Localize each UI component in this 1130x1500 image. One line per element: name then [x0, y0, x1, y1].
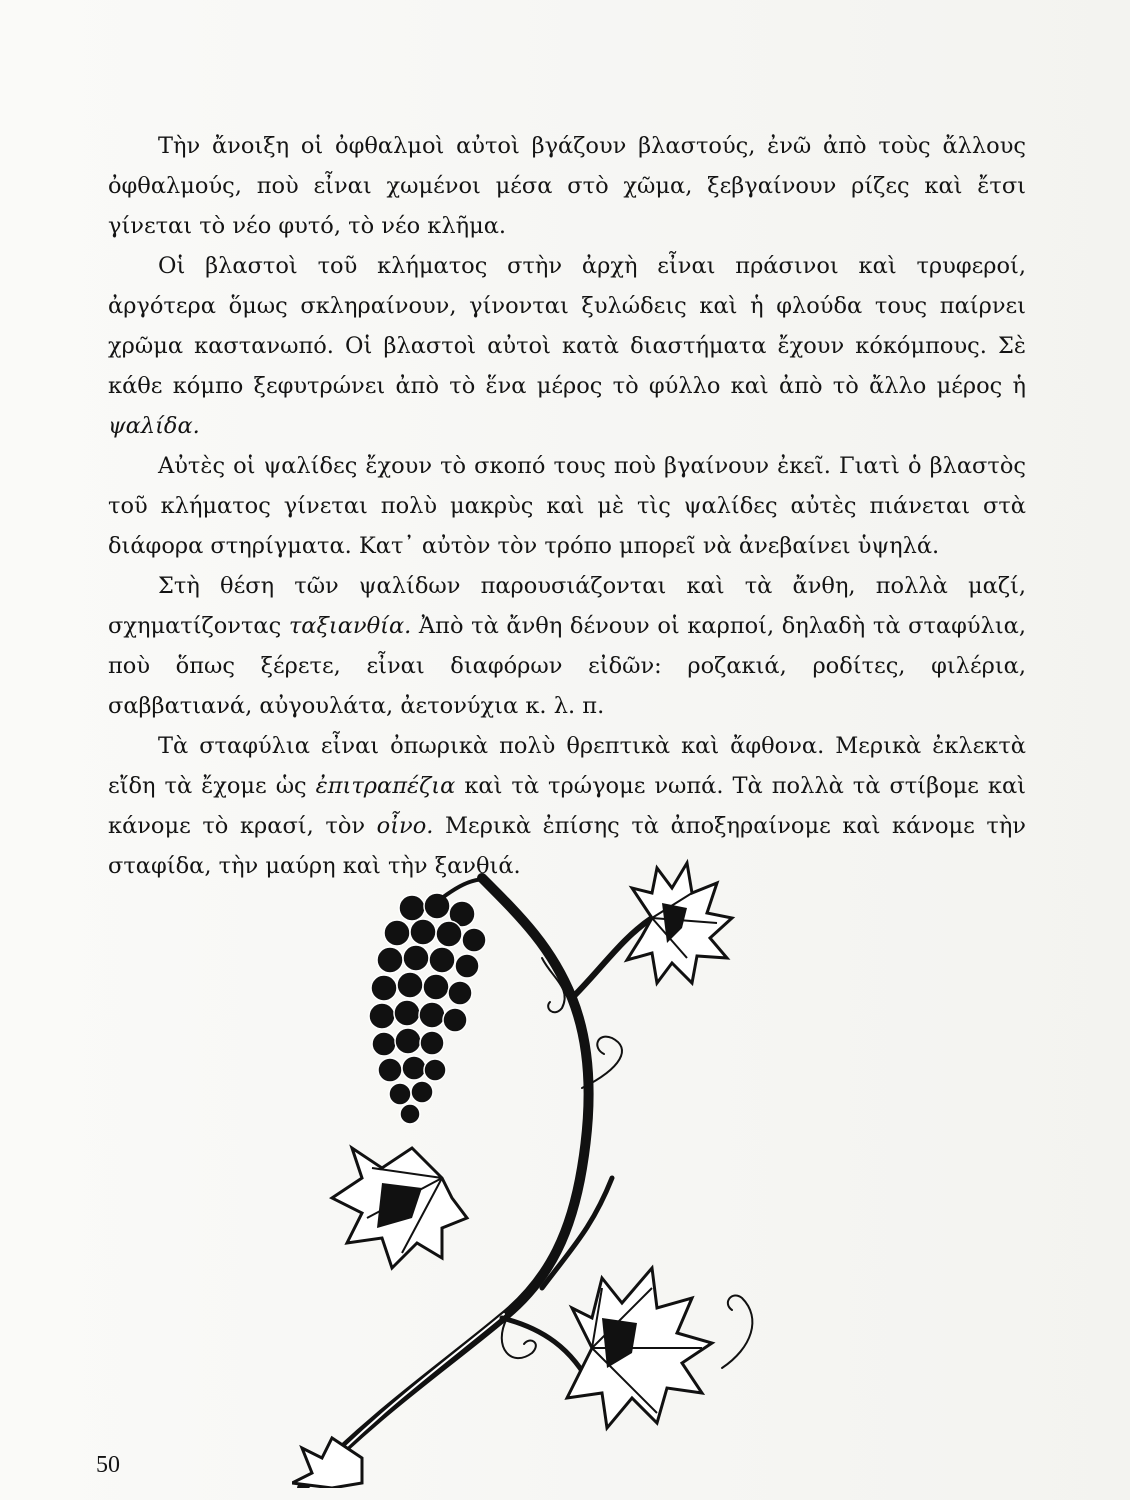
vine-branch-upper	[572, 918, 652, 998]
paragraph-1	[108, 126, 1026, 246]
paragraph-2-text: Οἱ βλαστοὶ τοῦ κλήματος στὴν ἀρχὴ εἶναι πράσινοι καὶ τρυφεροί, ἀργότερα ὅμως σκληραίνουν, γίνονται ξυλώδεις καὶ ἡ φλούδα τους παίρνει χρῶμα καστανωπό. Οἱ βλαστοὶ αὐτοὶ κατὰ διαστήματα ἔχουν κόκόμπους. Σὲ κάθε κόμπο ξεφυτρώνει ἀπὸ τὸ ἕνα μέρος τὸ φύλλο καὶ ἀπὸ τὸ ἄλλο μέρος ἡ	[108, 253, 1026, 399]
tendril-4	[722, 1295, 752, 1368]
body-text	[108, 126, 1026, 886]
leaf-left	[332, 1148, 467, 1268]
grapevine-illustration	[292, 848, 812, 1488]
paragraph-5-text-b: καὶ τὰ τρώγομε νωπά. Τὰ πολλὰ τὰ στίβομε καὶ κάνομε τὸ κρασί, τὸν	[108, 773, 1026, 839]
paragraph-3-text: Αὐτὲς οἱ ψαλίδες ἔχουν τὸ σκοπό τους ποὺ βγαίνουν ἐκεῖ. Γιατὶ ὁ βλαστὸς τοῦ κλήματος γίνεται πολὺ μακρὺς καὶ μὲ τὶς ψαλίδες αὐτὲς πιάνεται στὰ διάφορα στηρίγματα. Κατ᾿ αὐτὸν τὸν τρόπο μπορεῖ νὰ ἀνεβαίνει ὑψηλά.	[108, 453, 1026, 559]
page-number: 50	[96, 1452, 120, 1478]
paragraph-4-text-b: Ἀπὸ τὰ ἄνθη δένουν οἱ καρποί, δηλαδὴ τὰ σταφύλια, ποὺ ὅπως ξέρετε, εἶναι διαφόρων εἰδῶν: ροζακιά, ροδίτες, φιλέρια, σαββατιανά, αὐγουλάτα, ἀετονύχια κ. λ. π.	[108, 613, 1027, 719]
paragraph-1-text: Τὴν ἄνοιξη οἱ ὀφθαλμοὶ αὐτοὶ βγάζουν βλαστούς, ἐνῶ ἀπὸ τοὺς ἄλλους ὀφθαλμούς, ποὺ εἶναι χωμένοι μέσα στὸ χῶμα, ξεβγαίνουν ρίζες καὶ ἔτσι γίνεται τὸ νέο φυτό, τὸ νέο κλῆμα.	[108, 133, 1026, 239]
paragraph-5-term-epitrapezia: ἐπιτραπέζια	[315, 773, 456, 799]
leaf-bottom-center	[567, 1268, 712, 1428]
paragraph-5-text-a: Τὰ σταφύλια εἶναι ὀπωρικὰ πολὺ θρεπτικὰ καὶ ἄφθονα. Μερικὰ ἐκλεκτὰ εἴδη τὰ ἔχομε ὡς	[108, 733, 1026, 799]
paragraph-2	[108, 246, 1026, 446]
paragraph-5-term-oino: οἶνο.	[376, 813, 434, 839]
paragraph-4-term-taxianthia: ταξιανθία.	[288, 613, 412, 639]
paragraph-5-text-c: Μερικὰ ἐπίσης τὰ ἀποξηραίνομε καὶ κάνομε τὴν σταφίδα, τὴν μαύρη καὶ τὴν ξανθιά.	[108, 813, 1026, 879]
paragraph-4	[108, 566, 1026, 726]
paragraph-2-term-psalida: ψαλίδα.	[108, 413, 200, 439]
paragraph-4-text-a: Στὴ θέση τῶν ψαλίδων παρουσιάζονται καὶ τὰ ἄνθη, πολλὰ μαζί, σχηματίζοντας	[108, 573, 1026, 639]
paragraph-3	[108, 446, 1026, 566]
grape-cluster	[369, 893, 486, 1124]
